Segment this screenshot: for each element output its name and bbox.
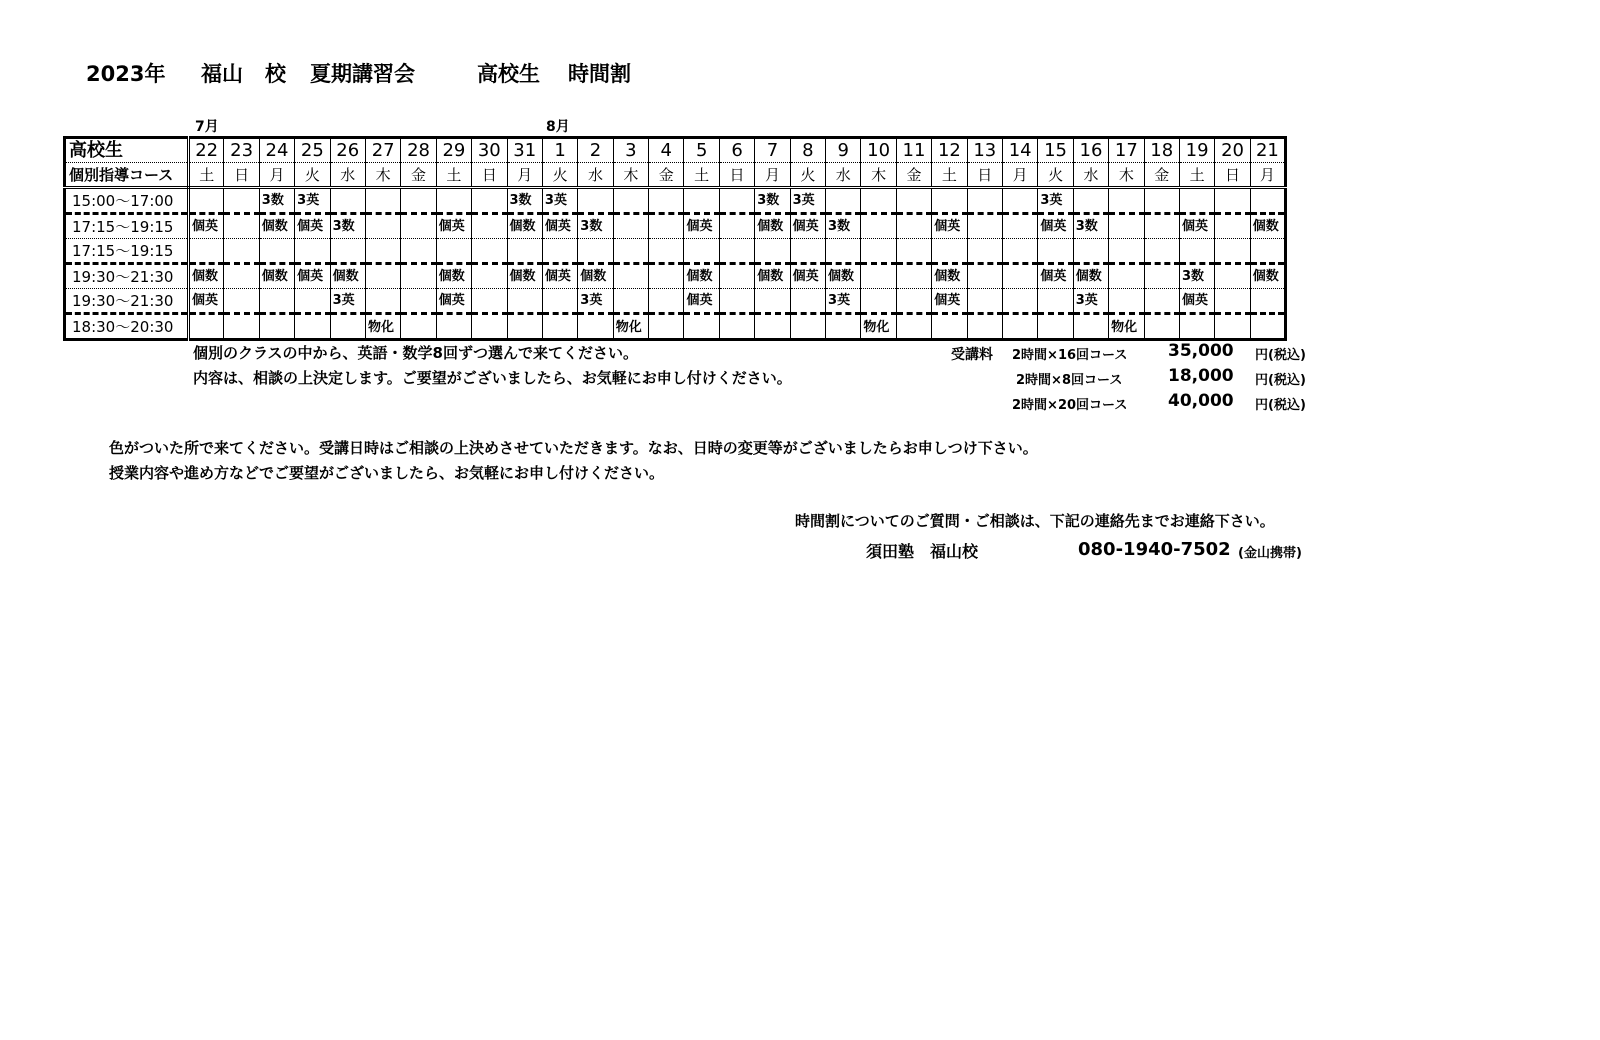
slot-cell: 個英	[542, 214, 577, 239]
slot-cell	[684, 239, 719, 264]
slot-cell	[755, 239, 790, 264]
slot-cell: 個英	[1179, 289, 1214, 314]
slot-cell	[401, 314, 436, 340]
slot-cell	[330, 188, 365, 214]
time-slot-label: 17:15～19:15	[65, 214, 189, 239]
slot-cell	[1144, 264, 1179, 289]
slot-cell	[613, 264, 648, 289]
slot-cell	[259, 289, 294, 314]
slot-cell: 個数	[259, 264, 294, 289]
slot-cell: 個英	[684, 214, 719, 239]
slot-cell	[1109, 264, 1144, 289]
title-year: 2023年	[86, 62, 166, 86]
slot-cell	[1109, 188, 1144, 214]
slot-cell	[1002, 214, 1037, 239]
slot-cell	[224, 214, 259, 239]
slot-cell	[295, 239, 330, 264]
slot-cell	[472, 264, 507, 289]
slot-cell: 個数	[189, 264, 224, 289]
timetable	[63, 136, 1287, 341]
fee-course-1-price: 35,000	[1168, 341, 1234, 361]
slot-cell	[1109, 289, 1144, 314]
slot-cell	[578, 188, 613, 214]
slot-cell: 個英	[189, 214, 224, 239]
slot-cell	[542, 314, 577, 340]
weekday: 水	[826, 163, 861, 188]
day-number: 16	[1073, 138, 1108, 163]
slot-cell: 個英	[295, 264, 330, 289]
slot-cell: 個数	[1250, 214, 1285, 239]
weekday: 日	[719, 163, 754, 188]
slot-cell	[1215, 289, 1250, 314]
slot-cell	[295, 314, 330, 340]
slot-cell	[613, 239, 648, 264]
fee-course-2-price: 18,000	[1168, 366, 1234, 386]
slot-cell	[401, 188, 436, 214]
slot-cell	[719, 214, 754, 239]
slot-cell: 個英	[542, 264, 577, 289]
weekday: 木	[365, 163, 400, 188]
slot-cell: 個数	[436, 264, 471, 289]
slot-cell: 個英	[790, 264, 825, 289]
day-number: 28	[401, 138, 436, 163]
slot-cell	[1179, 188, 1214, 214]
slot-cell	[613, 188, 648, 214]
slot-cell	[1144, 214, 1179, 239]
day-number: 4	[649, 138, 684, 163]
fee-course-3-price: 40,000	[1168, 391, 1234, 411]
slot-cell	[401, 214, 436, 239]
day-number: 12	[932, 138, 967, 163]
day-number: 20	[1215, 138, 1250, 163]
slot-cell	[1215, 239, 1250, 264]
weekday: 月	[1250, 163, 1285, 188]
slot-cell	[259, 239, 294, 264]
slot-cell	[861, 239, 896, 264]
weekday: 水	[1073, 163, 1108, 188]
weekday: 日	[1215, 163, 1250, 188]
slot-cell	[330, 239, 365, 264]
weekday: 日	[472, 163, 507, 188]
slot-cell: 個英	[1038, 264, 1073, 289]
slot-cell	[1109, 214, 1144, 239]
slot-cell	[649, 289, 684, 314]
day-number: 13	[967, 138, 1002, 163]
slot-cell	[790, 239, 825, 264]
slot-cell: 個英	[684, 289, 719, 314]
day-number: 11	[896, 138, 931, 163]
slot-cell	[719, 314, 754, 340]
slot-cell	[826, 188, 861, 214]
slot-cell: 個数	[1250, 264, 1285, 289]
slot-cell	[472, 289, 507, 314]
slot-cell	[932, 239, 967, 264]
weekday: 月	[259, 163, 294, 188]
slot-cell	[365, 214, 400, 239]
slot-cell: 3英	[295, 188, 330, 214]
slot-cell	[1109, 239, 1144, 264]
slot-cell	[861, 289, 896, 314]
slot-cell	[436, 314, 471, 340]
time-slot-label: 18:30～20:30	[65, 314, 189, 340]
slot-cell	[896, 214, 931, 239]
slot-cell	[649, 264, 684, 289]
slot-cell	[1038, 239, 1073, 264]
day-number: 8	[790, 138, 825, 163]
slot-cell	[1002, 314, 1037, 340]
slot-cell	[1144, 289, 1179, 314]
slot-cell	[507, 239, 542, 264]
weekday: 火	[295, 163, 330, 188]
slot-cell: 個数	[330, 264, 365, 289]
fee-course-1-name: 2時間×16回コース	[1012, 348, 1128, 363]
day-number: 22	[189, 138, 224, 163]
slot-cell	[224, 314, 259, 340]
slot-cell	[755, 314, 790, 340]
slot-cell	[1179, 239, 1214, 264]
slot-cell	[507, 289, 542, 314]
slot-cell	[932, 314, 967, 340]
slot-cell	[826, 314, 861, 340]
slot-cell	[613, 214, 648, 239]
slot-cell	[649, 214, 684, 239]
day-number: 18	[1144, 138, 1179, 163]
slot-cell	[861, 264, 896, 289]
slot-cell: 個数	[684, 264, 719, 289]
contact-question: 時間割についてのご質問・ご相談は、下記の連絡先までお連絡下さい。	[795, 512, 1275, 530]
slot-cell	[401, 289, 436, 314]
table-label-top: 高校生	[65, 138, 189, 163]
slot-cell: 個数	[932, 264, 967, 289]
slot-cell: 物化	[1109, 314, 1144, 340]
title-event: 夏期講習会	[310, 62, 415, 86]
day-number: 15	[1038, 138, 1073, 163]
slot-cell	[790, 314, 825, 340]
slot-cell: 個英	[295, 214, 330, 239]
table-label-bottom: 個別指導コース	[65, 163, 189, 188]
day-number: 17	[1109, 138, 1144, 163]
weekday: 土	[684, 163, 719, 188]
slot-cell	[472, 214, 507, 239]
slot-cell	[896, 239, 931, 264]
slot-cell	[1002, 239, 1037, 264]
instruction-line-1: 色がついた所で来てください。受講日時はご相談の上決めさせていただきます。なお、日時の変更等がございましたらお申しつけ下さい。	[109, 439, 1038, 457]
weekday: 金	[401, 163, 436, 188]
slot-cell: 個数	[1073, 264, 1108, 289]
slot-cell	[224, 239, 259, 264]
weekday: 木	[1109, 163, 1144, 188]
note-line-2: 内容は、相談の上決定します。ご要望がございましたら、お気軽にお申し付けください。	[193, 369, 792, 387]
slot-cell	[613, 289, 648, 314]
slot-cell	[1215, 264, 1250, 289]
slot-cell: 3数	[1179, 264, 1214, 289]
fee-course-2-name: 2時間×8回コース	[1016, 373, 1123, 388]
time-slot-label: 19:30～21:30	[65, 289, 189, 314]
title-school-suffix: 校	[265, 62, 286, 86]
instruction-line-2: 授業内容や進め方などでご要望がございましたら、お気軽にお申し付けください。	[109, 464, 665, 482]
day-number: 29	[436, 138, 471, 163]
slot-cell	[967, 188, 1002, 214]
slot-cell: 物化	[365, 314, 400, 340]
weekday: 土	[436, 163, 471, 188]
slot-cell: 個英	[932, 289, 967, 314]
slot-cell: 個英	[1038, 214, 1073, 239]
month-july: 7月	[195, 119, 219, 135]
slot-cell: 個数	[755, 214, 790, 239]
weekday: 火	[1038, 163, 1073, 188]
day-number: 3	[613, 138, 648, 163]
note-line-1: 個別のクラスの中から、英語・数学8回ずつ選んで来てください。	[193, 344, 638, 362]
slot-cell: 3英	[542, 188, 577, 214]
time-slot-row	[65, 214, 1286, 239]
slot-cell	[684, 314, 719, 340]
slot-cell	[719, 289, 754, 314]
slot-cell: 3数	[330, 214, 365, 239]
day-number: 21	[1250, 138, 1285, 163]
slot-cell: 3数	[259, 188, 294, 214]
slot-cell	[436, 239, 471, 264]
contact-phone: 080-1940-7502	[1078, 539, 1231, 560]
time-slot-row	[65, 289, 1286, 314]
time-slot-row	[65, 264, 1286, 289]
weekday: 火	[542, 163, 577, 188]
slot-cell	[826, 239, 861, 264]
day-number: 27	[365, 138, 400, 163]
slot-cell: 個数	[578, 264, 613, 289]
contact-phone-note: (金山携帯)	[1238, 546, 1302, 561]
slot-cell	[507, 314, 542, 340]
slot-cell	[224, 264, 259, 289]
slot-cell	[967, 289, 1002, 314]
slot-cell	[1144, 239, 1179, 264]
slot-cell	[1250, 289, 1285, 314]
slot-cell	[401, 264, 436, 289]
slot-cell: 個英	[436, 289, 471, 314]
slot-cell	[259, 314, 294, 340]
day-number: 10	[861, 138, 896, 163]
slot-cell	[295, 289, 330, 314]
slot-cell	[1250, 188, 1285, 214]
slot-cell	[1002, 264, 1037, 289]
day-number: 1	[542, 138, 577, 163]
day-number: 7	[755, 138, 790, 163]
slot-cell: 3数	[826, 214, 861, 239]
slot-cell	[719, 188, 754, 214]
slot-cell	[472, 314, 507, 340]
fee-course-3-name: 2時間×20回コース	[1012, 398, 1128, 413]
slot-cell	[1215, 214, 1250, 239]
slot-cell	[224, 289, 259, 314]
fee-course-2-unit: 円(税込)	[1255, 373, 1306, 388]
slot-cell	[790, 289, 825, 314]
slot-cell	[365, 289, 400, 314]
slot-cell: 個英	[1179, 214, 1214, 239]
weekday: 木	[613, 163, 648, 188]
slot-cell: 3英	[1038, 188, 1073, 214]
weekday-header-row	[65, 163, 1286, 188]
slot-cell	[967, 264, 1002, 289]
slot-cell	[896, 264, 931, 289]
slot-cell	[365, 264, 400, 289]
time-slot-label: 15:00～17:00	[65, 188, 189, 214]
day-number: 6	[719, 138, 754, 163]
slot-cell	[542, 289, 577, 314]
day-number: 5	[684, 138, 719, 163]
slot-cell	[1144, 314, 1179, 340]
slot-cell	[472, 239, 507, 264]
slot-cell	[896, 314, 931, 340]
slot-cell: 物化	[613, 314, 648, 340]
slot-cell	[189, 314, 224, 340]
slot-cell	[224, 188, 259, 214]
slot-cell	[1073, 314, 1108, 340]
slot-cell: 3数	[578, 214, 613, 239]
slot-cell: 個数	[826, 264, 861, 289]
slot-cell	[1179, 314, 1214, 340]
day-number: 14	[1002, 138, 1037, 163]
weekday: 木	[861, 163, 896, 188]
day-number: 31	[507, 138, 542, 163]
weekday: 月	[755, 163, 790, 188]
day-number: 30	[472, 138, 507, 163]
title-school: 福山	[201, 62, 243, 86]
slot-cell	[861, 214, 896, 239]
day-header-row	[65, 138, 1286, 163]
weekday: 火	[790, 163, 825, 188]
weekday: 水	[578, 163, 613, 188]
day-number: 26	[330, 138, 365, 163]
slot-cell	[578, 314, 613, 340]
weekday: 日	[224, 163, 259, 188]
slot-cell	[365, 188, 400, 214]
slot-cell	[401, 239, 436, 264]
slot-cell: 3数	[755, 188, 790, 214]
title-doc: 時間割	[568, 62, 631, 86]
weekday: 土	[1179, 163, 1214, 188]
slot-cell	[719, 239, 754, 264]
day-number: 19	[1179, 138, 1214, 163]
slot-cell	[1038, 289, 1073, 314]
slot-cell	[1250, 239, 1285, 264]
slot-cell	[1002, 188, 1037, 214]
slot-cell	[684, 188, 719, 214]
slot-cell: 3英	[1073, 289, 1108, 314]
slot-cell	[719, 264, 754, 289]
slot-cell	[189, 239, 224, 264]
slot-cell	[1144, 188, 1179, 214]
weekday: 金	[649, 163, 684, 188]
slot-cell: 物化	[861, 314, 896, 340]
slot-cell	[1073, 239, 1108, 264]
weekday: 月	[507, 163, 542, 188]
slot-cell	[1215, 314, 1250, 340]
slot-cell	[1002, 289, 1037, 314]
time-slot-label: 19:30～21:30	[65, 264, 189, 289]
slot-cell: 3英	[578, 289, 613, 314]
day-number: 23	[224, 138, 259, 163]
slot-cell	[542, 239, 577, 264]
slot-cell	[1038, 314, 1073, 340]
slot-cell	[436, 188, 471, 214]
title-target: 高校生	[477, 62, 540, 86]
month-august: 8月	[546, 119, 570, 135]
slot-cell: 個数	[507, 264, 542, 289]
slot-cell	[649, 314, 684, 340]
slot-cell	[1073, 188, 1108, 214]
fee-course-3-unit: 円(税込)	[1255, 398, 1306, 413]
slot-cell	[861, 188, 896, 214]
slot-cell: 個英	[189, 289, 224, 314]
slot-cell: 個数	[259, 214, 294, 239]
slot-cell	[330, 314, 365, 340]
slot-cell: 個数	[755, 264, 790, 289]
weekday: 土	[932, 163, 967, 188]
slot-cell	[365, 239, 400, 264]
time-slot-row	[65, 188, 1286, 214]
day-number: 25	[295, 138, 330, 163]
weekday: 月	[1002, 163, 1037, 188]
weekday: 水	[330, 163, 365, 188]
day-number: 2	[578, 138, 613, 163]
slot-cell: 3英	[790, 188, 825, 214]
slot-cell	[578, 239, 613, 264]
slot-cell: 3数	[507, 188, 542, 214]
slot-cell: 個英	[932, 214, 967, 239]
slot-cell	[896, 188, 931, 214]
slot-cell: 3英	[826, 289, 861, 314]
slot-cell	[967, 239, 1002, 264]
slot-cell	[967, 314, 1002, 340]
weekday: 土	[189, 163, 224, 188]
slot-cell: 個数	[507, 214, 542, 239]
slot-cell: 個英	[790, 214, 825, 239]
day-number: 24	[259, 138, 294, 163]
slot-cell	[649, 239, 684, 264]
slot-cell	[755, 289, 790, 314]
slot-cell: 3数	[1073, 214, 1108, 239]
day-number: 9	[826, 138, 861, 163]
slot-cell	[1215, 188, 1250, 214]
slot-cell	[896, 289, 931, 314]
fee-course-1-unit: 円(税込)	[1255, 348, 1306, 363]
slot-cell: 3英	[330, 289, 365, 314]
fee-label: 受講料	[951, 347, 993, 363]
slot-cell: 個英	[436, 214, 471, 239]
slot-cell	[1250, 314, 1285, 340]
time-slot-row	[65, 239, 1286, 264]
slot-cell	[472, 188, 507, 214]
slot-cell	[649, 188, 684, 214]
time-slot-row	[65, 314, 1286, 340]
slot-cell	[967, 214, 1002, 239]
time-slot-label: 17:15～19:15	[65, 239, 189, 264]
weekday: 日	[967, 163, 1002, 188]
weekday: 金	[1144, 163, 1179, 188]
weekday: 金	[896, 163, 931, 188]
contact-org: 須田塾 福山校	[866, 542, 979, 561]
slot-cell	[189, 188, 224, 214]
slot-cell	[932, 188, 967, 214]
